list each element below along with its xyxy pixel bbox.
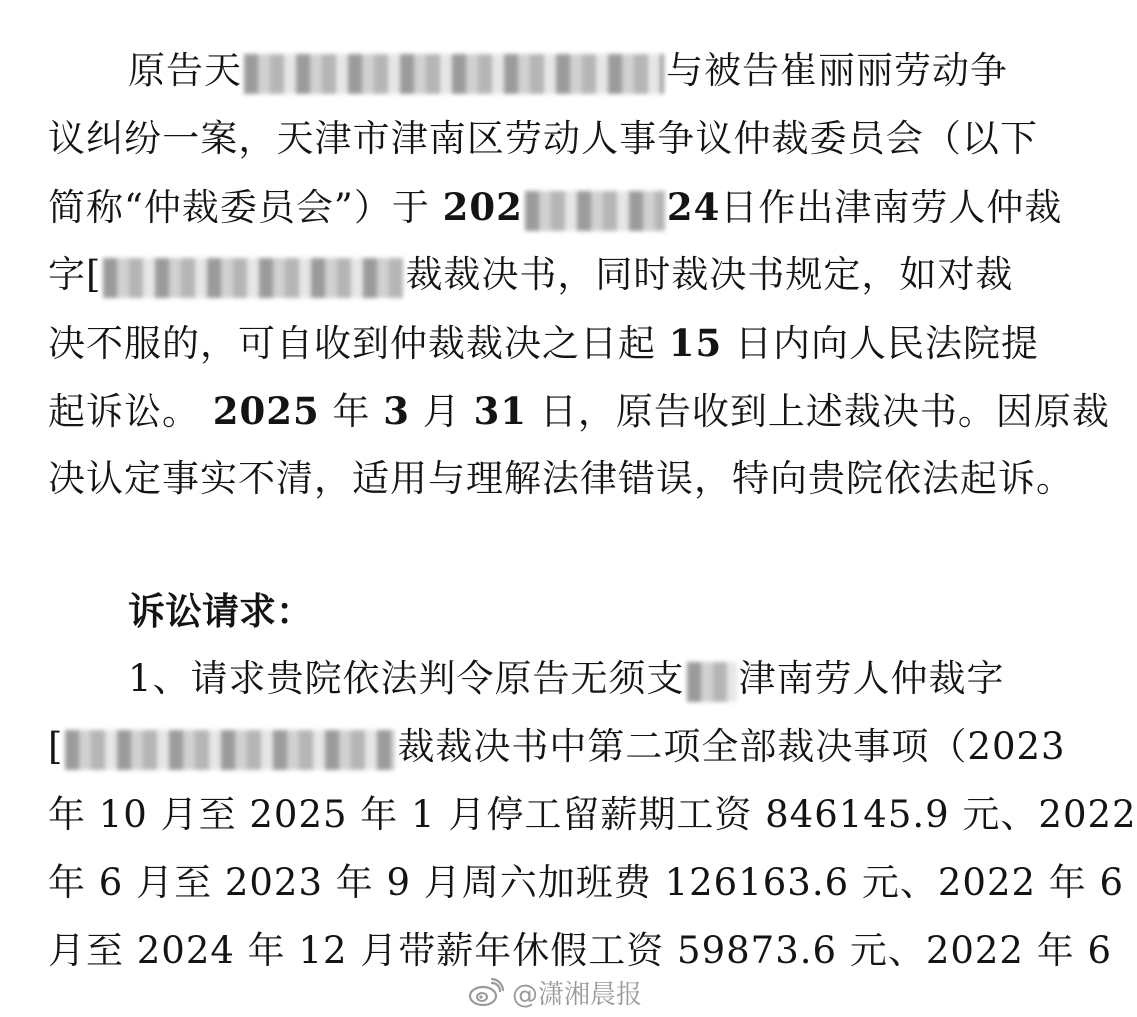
text-segment: 起诉讼。 — [48, 390, 200, 433]
text-segment-bold: 24 — [666, 185, 721, 229]
text-segment-bold: 202 — [442, 185, 523, 229]
text-segment: [ — [48, 725, 64, 768]
text-segment: 字 — [48, 253, 86, 296]
text-segment: 日作出津南劳人仲裁 — [720, 186, 1063, 229]
text-segment: 日内向人民法院提 — [735, 322, 1040, 365]
redacted-block — [525, 191, 665, 231]
text-segment: 日，原告收到上述裁决书。因原裁 — [539, 390, 1110, 433]
text-segment: 决不服的，可自收到仲裁裁决之日起 — [48, 322, 656, 365]
paragraph-line-3 — [48, 178, 1063, 236]
paragraph-line-6 — [48, 382, 1110, 440]
text-segment-bold: 15 — [668, 321, 723, 365]
text-segment: 津南劳人仲裁字 — [738, 657, 1005, 700]
text-segment: 年 — [332, 390, 371, 433]
paragraph-line-7: 决认定事实不清，适用与理解法律错误，特向贵院依法起诉。 — [48, 457, 1074, 500]
text-segment: 月 — [422, 390, 461, 433]
paragraph-line-4 — [48, 246, 1038, 304]
text-segment: [ — [86, 253, 102, 296]
paragraph-line-2: 议纠纷一案，天津市津南区劳动人事争议仲裁委员会（以下 — [48, 117, 1038, 160]
text-segment-bold: 2025 — [212, 389, 320, 433]
weibo-icon — [468, 977, 504, 1007]
claims-line-4: 年 6 月至 2023 年 9 月周六加班费 126163.6 元、2022 年 6 — [48, 861, 1125, 904]
redacted-block — [244, 54, 664, 94]
text-segment: 简称“仲裁委员会”）于 — [48, 186, 430, 229]
redacted-block — [65, 730, 395, 770]
section-heading: 诉讼请求： — [128, 589, 313, 633]
text-segment: 1、请求贵院依法判令原告无须支 — [128, 657, 685, 700]
redacted-block — [103, 258, 403, 298]
claims-line-1 — [128, 650, 1038, 708]
text-segment: 原告天 — [128, 49, 242, 92]
text-segment-bold: 3 — [383, 389, 411, 433]
paragraph-line-5 — [48, 314, 1038, 372]
text-segment: 裁裁决书，同时裁决书规定，如对裁 — [405, 253, 1014, 296]
watermark — [468, 972, 642, 1012]
text-segment: 与被告崔丽丽劳动争 — [666, 49, 1008, 92]
redacted-block — [687, 662, 737, 702]
claims-line-5: 月至 2024 年 12 月带薪年休假工资 59873.6 元、2022 年 6 — [48, 929, 1113, 972]
watermark-text: @潇湘晨报 — [512, 979, 643, 1010]
text-segment: 裁裁决书中第二项全部裁决事项（2023 — [397, 725, 1066, 768]
paragraph-line-1 — [128, 42, 1038, 100]
claims-line-3: 年 10 月至 2025 年 1 月停工留薪期工资 846145.9 元、2022 — [48, 793, 1137, 836]
claims-line-2 — [48, 718, 1066, 776]
text-segment-bold: 31 — [473, 389, 528, 433]
